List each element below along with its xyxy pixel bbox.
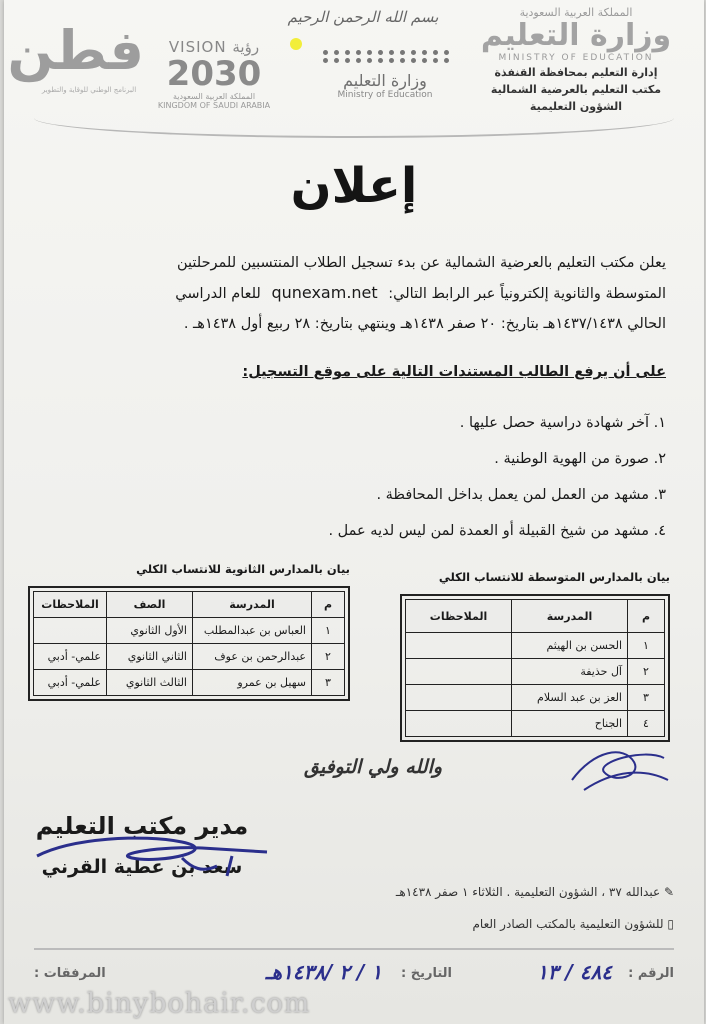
registration-link[interactable]: qunexam.net (271, 283, 378, 302)
secondary-schools-table (33, 591, 345, 696)
ministry-country-text: المملكة العربية السعودية (519, 6, 633, 19)
cell-notes (406, 711, 512, 737)
basmala: بسم الله الرحمن الرحيم (287, 8, 439, 26)
highlight-dot (290, 38, 302, 50)
cell-school: سهيل بن عمرو (193, 670, 312, 696)
fatin-logo-text: فطن (7, 19, 144, 82)
document-page (4, 0, 704, 1024)
cell-index: ٣ (312, 670, 345, 696)
cell-index: ١ (312, 618, 345, 644)
vision-word: VISION رؤية (168, 38, 260, 56)
list-item: ١. آخر شهادة دراسية حصل عليها . (459, 415, 666, 431)
cell-grade: الثالث الثانوي (107, 670, 193, 696)
note-line-2 (396, 908, 674, 940)
cell-notes (406, 633, 512, 659)
moe-logo (300, 50, 470, 100)
cell-notes (406, 659, 512, 685)
initials-scribble-icon (564, 740, 674, 800)
announcement-body (32, 248, 666, 339)
body-line-2-pre: المتوسطة والثانوية إلكترونياً عبر الرابط التالي: (388, 286, 666, 302)
signature-icon (32, 828, 272, 898)
dept-line-2: مكتب التعليم بالعرضية الشمالية (490, 83, 662, 96)
cell-notes: علمي- أدبي (34, 644, 107, 670)
middle-schools-section (400, 570, 670, 742)
cell-index: ٢ (312, 644, 345, 670)
list-item: ٤. مشهد من شيخ القبيلة أو العمدة لمن ليس لديه عمل . (328, 523, 666, 539)
notes-block (396, 876, 674, 940)
list-item: ٣. مشهد من العمل لمن يعمل بداخل المحافظة . (376, 487, 666, 503)
middle-schools-table (405, 599, 665, 737)
cell-grade: الأول الثانوي (107, 618, 193, 644)
cell-school: العز بن عبد السلام (512, 685, 628, 711)
table-row (34, 618, 345, 644)
signer-title: مدير مكتب التعليم (35, 812, 249, 840)
cell-school: عبدالرحمن بن عوف (193, 644, 312, 670)
cell-school: العباس بن عبدالمطلب (193, 618, 312, 644)
cell-index: ٤ (628, 711, 665, 737)
number-label: الرقم : (628, 966, 674, 981)
department-block (476, 64, 676, 115)
date-label: التاريخ : (401, 966, 452, 981)
table-row (34, 644, 345, 670)
list-item: ٢. صورة من الهوية الوطنية . (494, 451, 666, 467)
vision-2030-logo (154, 38, 274, 110)
col-header-notes: الملاحظات (406, 600, 512, 633)
ministry-name-en: MINISTRY OF EDUCATION (498, 53, 654, 63)
table-header-row (406, 600, 665, 633)
date-value: ١ / ٢ /١٤٣٨هـ (265, 960, 382, 984)
ministry-logo-ar (476, 6, 676, 63)
closing-phrase: والله ولي التوفيق (304, 756, 443, 778)
moe-dots-icon (300, 50, 470, 63)
body-line-1: يعلن مكتب التعليم بالعرضية الشمالية عن بدء تسجيل الطلاب المنتسبين للمرحلتين (176, 255, 666, 271)
secondary-schools-section (28, 562, 350, 701)
dept-line-3: الشؤون التعليمية (529, 100, 623, 113)
cell-school: الجناح (512, 711, 628, 737)
vision-country-ar: المملكة العربية السعودية (172, 92, 256, 101)
cell-notes (34, 618, 107, 644)
page-title: إعلان (290, 158, 418, 214)
cell-index: ٢ (628, 659, 665, 685)
middle-table-caption: بيان بالمدارس المتوسطة للانتساب الكلي (438, 570, 670, 584)
col-header-index: م (628, 600, 665, 633)
fatin-logo (7, 16, 144, 94)
cell-index: ٣ (628, 685, 665, 711)
note-line-1 (396, 876, 674, 908)
ministry-name-logo: وزارة التعليم (480, 18, 672, 53)
header-divider (34, 118, 674, 138)
cell-school: الحسن بن الهيثم (512, 633, 628, 659)
table-row (406, 659, 665, 685)
watermark: www.binybohair.com (8, 988, 311, 1019)
secondary-table-frame (28, 586, 350, 701)
requirements-list (328, 405, 666, 549)
footer-divider (34, 948, 674, 950)
col-header-school: المدرسة (193, 592, 312, 618)
body-line-3: الحالي ١٤٣٧/١٤٣٨هـ بتاريخ: ٢٠ صفر ١٤٣٨هـ وينتهي بتاريخ: ٢٨ ربيع أول ١٤٣٨هـ . (183, 316, 666, 332)
table-header-row (34, 592, 345, 618)
cell-grade: الثاني الثانوي (107, 644, 193, 670)
vision-country: KINGDOM OF SAUDI ARABIA (157, 101, 271, 110)
moe-name-en: Ministry of Education (337, 90, 433, 100)
number-value: ٤٨٤ / ١٣ (537, 960, 612, 984)
cell-school: آل حذيفة (512, 659, 628, 685)
note-text-2: للشؤون التعليمية بالمكتب الصادر العام (472, 917, 664, 931)
col-header-grade: الصف (107, 592, 193, 618)
col-header-index: م (312, 592, 345, 618)
cell-notes (406, 685, 512, 711)
note-text-1: عبدالله ٣٧ ، الشؤون التعليمية . الثلاثاء ١ صفر ١٤٣٨هـ (395, 885, 661, 899)
vision-year: 2030 (166, 54, 262, 94)
cell-index: ١ (628, 633, 665, 659)
fatin-subtitle: البرنامج الوطني للوقاية والتطوير (41, 86, 137, 94)
table-row (406, 711, 665, 737)
body-line-2-post: للعام الدراسي (175, 286, 261, 302)
pen-icon: ✎ (663, 885, 674, 899)
cell-notes: علمي- أدبي (34, 670, 107, 696)
secondary-table-caption: بيان بالمدارس الثانوية للانتساب الكلي (136, 562, 350, 576)
document-icon: ▯ (667, 917, 674, 931)
middle-table-frame (400, 594, 670, 742)
requirements-title: على أن يرفع الطالب المستندات التالية على موقع التسجيل: (242, 364, 666, 380)
signer-block (32, 808, 252, 890)
attachments-label: المرفقات : (34, 966, 106, 981)
body-line-2 (32, 278, 666, 309)
table-row (34, 670, 345, 696)
col-header-notes: الملاحظات (34, 592, 107, 618)
table-row (406, 685, 665, 711)
table-row (406, 633, 665, 659)
col-header-school: المدرسة (512, 600, 628, 633)
signer-name: سعد بن عطية القرني (41, 856, 243, 878)
moe-name-ar: وزارة التعليم (343, 71, 427, 90)
dept-line-1: إدارة التعليم بمحافظة القنفذة (494, 66, 658, 79)
